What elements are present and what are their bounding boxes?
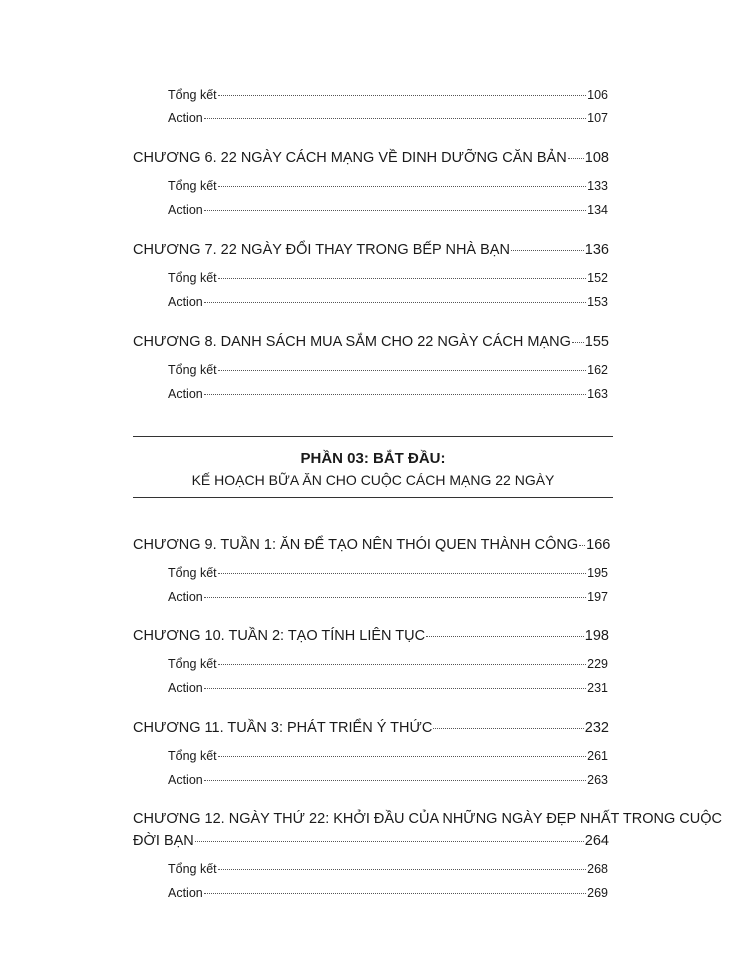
entry-page: 163 bbox=[587, 387, 608, 401]
toc-chapter-11[interactable] bbox=[133, 720, 609, 736]
entry-page: 261 bbox=[587, 749, 608, 763]
dot-leader bbox=[204, 210, 586, 211]
dot-leader bbox=[204, 118, 586, 119]
entry-label: Tổng kết bbox=[168, 363, 217, 377]
dot-leader bbox=[218, 664, 587, 665]
toc-entry-action[interactable] bbox=[168, 203, 608, 217]
chapter-page: 136 bbox=[584, 242, 609, 258]
toc-entry-summary[interactable] bbox=[168, 88, 608, 102]
dot-leader bbox=[204, 394, 586, 395]
entry-page: 152 bbox=[587, 271, 608, 285]
entry-label: Action bbox=[168, 886, 203, 900]
toc-chapter-6[interactable] bbox=[133, 150, 609, 166]
chapter-page: 108 bbox=[584, 150, 609, 166]
dot-leader bbox=[204, 688, 586, 689]
toc-chapter-12-line1[interactable]: CHƯƠNG 12. NGÀY THỨ 22: KHỞI ĐẦU CỦA NHỮNG NGÀY ĐẸP NHẤT TRONG CUỘC bbox=[133, 811, 722, 827]
entry-page: 153 bbox=[587, 295, 608, 309]
dot-leader bbox=[218, 756, 587, 757]
entry-label: Action bbox=[168, 295, 203, 309]
chapter-title: CHƯƠNG 7. 22 NGÀY ĐỔI THAY TRONG BẾP NHÀ BẠN bbox=[133, 242, 510, 258]
chapter-page: 166 bbox=[586, 537, 611, 553]
chapter-title: CHƯƠNG 8. DANH SÁCH MUA SẮM CHO 22 NGÀY CÁCH MẠNG bbox=[133, 334, 571, 350]
entry-label: Tổng kết bbox=[168, 749, 217, 763]
toc-entry-action[interactable] bbox=[168, 387, 608, 401]
dot-leader bbox=[511, 250, 584, 251]
section-divider-top bbox=[133, 436, 613, 437]
dot-leader bbox=[572, 342, 584, 343]
toc-entry-summary[interactable] bbox=[168, 657, 608, 671]
dot-leader bbox=[218, 869, 587, 870]
toc-entry-action[interactable] bbox=[168, 886, 608, 900]
dot-leader bbox=[218, 278, 587, 279]
entry-page: 134 bbox=[587, 203, 608, 217]
entry-label: Action bbox=[168, 681, 203, 695]
section-divider-bottom bbox=[133, 497, 613, 498]
toc-entry-summary[interactable] bbox=[168, 179, 608, 193]
toc-chapter-7[interactable] bbox=[133, 242, 609, 258]
chapter-page: 155 bbox=[584, 334, 609, 350]
toc-entry-summary[interactable] bbox=[168, 566, 608, 580]
entry-label: Action bbox=[168, 773, 203, 787]
entry-page: 107 bbox=[587, 111, 608, 125]
part-subtitle: KẾ HOẠCH BỮA ĂN CHO CUỘC CÁCH MẠNG 22 NGÀY bbox=[191, 472, 555, 488]
entry-label: Tổng kết bbox=[168, 271, 217, 285]
chapter-title: CHƯƠNG 10. TUẦN 2: TẠO TÍNH LIÊN TỤC bbox=[133, 628, 426, 644]
entry-label: Tổng kết bbox=[168, 657, 217, 671]
toc-entry-summary[interactable] bbox=[168, 271, 608, 285]
entry-page: 195 bbox=[587, 566, 608, 580]
toc-entry-action[interactable] bbox=[168, 773, 608, 787]
toc-entry-summary[interactable] bbox=[168, 862, 608, 876]
toc-entry-summary[interactable] bbox=[168, 749, 608, 763]
entry-label: Action bbox=[168, 111, 203, 125]
dot-leader bbox=[218, 186, 587, 187]
dot-leader bbox=[204, 597, 586, 598]
chapter-page: 232 bbox=[584, 720, 609, 736]
toc-entry-action[interactable] bbox=[168, 681, 608, 695]
entry-label: Action bbox=[168, 590, 203, 604]
chapter-title: CHƯƠNG 11. TUẦN 3: PHÁT TRIỂN Ý THỨC bbox=[133, 720, 433, 736]
entry-label: Tổng kết bbox=[168, 862, 217, 876]
dot-leader bbox=[568, 158, 584, 159]
dot-leader bbox=[218, 573, 587, 574]
toc-chapter-9[interactable] bbox=[133, 537, 609, 553]
dot-leader bbox=[218, 95, 587, 96]
toc-entry-action[interactable] bbox=[168, 590, 608, 604]
entry-page: 269 bbox=[587, 886, 608, 900]
entry-page: 263 bbox=[587, 773, 608, 787]
entry-label: Action bbox=[168, 387, 203, 401]
entry-label: Tổng kết bbox=[168, 179, 217, 193]
entry-page: 106 bbox=[587, 88, 608, 102]
part-title: PHẦN 03: BẮT ĐẦU: bbox=[300, 450, 446, 467]
entry-page: 231 bbox=[587, 681, 608, 695]
toc-entry-action[interactable] bbox=[168, 295, 608, 309]
entry-label: Tổng kết bbox=[168, 566, 217, 580]
toc-chapter-10[interactable] bbox=[133, 628, 609, 644]
dot-leader bbox=[204, 780, 586, 781]
entry-page: 229 bbox=[587, 657, 608, 671]
toc-entry-summary[interactable] bbox=[168, 363, 608, 377]
chapter-page: 264 bbox=[584, 833, 609, 849]
entry-page: 197 bbox=[587, 590, 608, 604]
entry-page: 268 bbox=[587, 862, 608, 876]
dot-leader bbox=[579, 545, 585, 546]
chapter-page: 198 bbox=[584, 628, 609, 644]
entry-label: Tổng kết bbox=[168, 88, 217, 102]
chapter-title: CHƯƠNG 9. TUẦN 1: ĂN ĐỂ TẠO NÊN THÓI QUEN THÀNH CÔNG bbox=[133, 537, 579, 553]
chapter-title: ĐỜI BẠN bbox=[133, 833, 194, 849]
dot-leader bbox=[204, 893, 586, 894]
dot-leader bbox=[204, 302, 586, 303]
dot-leader bbox=[195, 841, 584, 842]
toc-chapter-8[interactable] bbox=[133, 334, 609, 350]
dot-leader bbox=[426, 636, 584, 637]
chapter-title: CHƯƠNG 6. 22 NGÀY CÁCH MẠNG VỀ DINH DƯỠNG CĂN BẢN bbox=[133, 150, 567, 166]
dot-leader bbox=[218, 370, 587, 371]
entry-page: 162 bbox=[587, 363, 608, 377]
toc-chapter-12[interactable] bbox=[133, 833, 609, 849]
toc-entry-action[interactable] bbox=[168, 111, 608, 125]
dot-leader bbox=[433, 728, 583, 729]
entry-label: Action bbox=[168, 203, 203, 217]
entry-page: 133 bbox=[587, 179, 608, 193]
